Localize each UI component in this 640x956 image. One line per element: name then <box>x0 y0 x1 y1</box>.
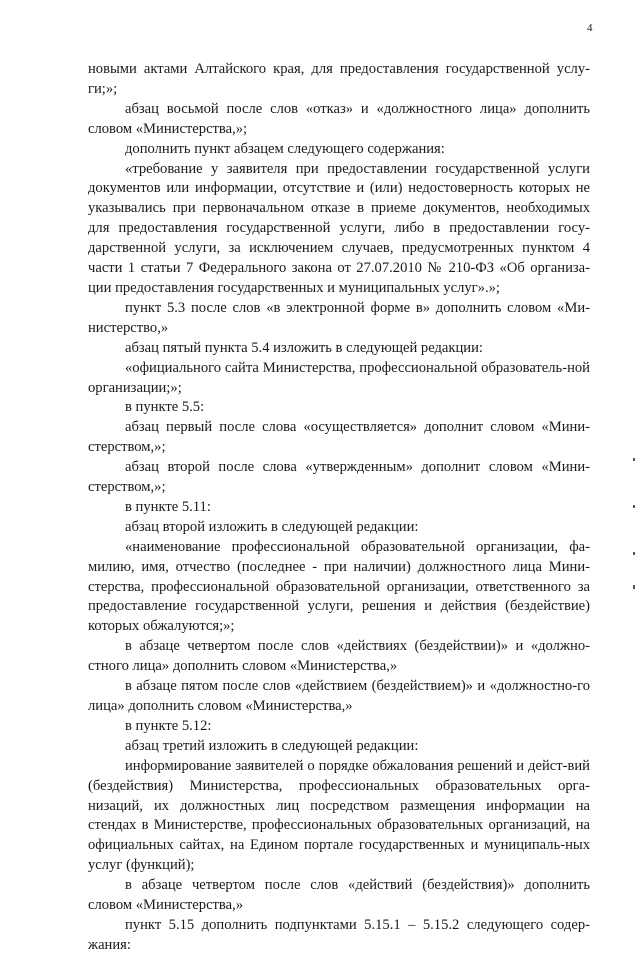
page-number: 4 <box>587 22 593 34</box>
scan-margin-mark <box>633 505 635 508</box>
paragraph: абзац первый после слова «осуществляется» дополнит словом «Мини-стерством,»; <box>88 419 590 456</box>
paragraph: в абзаце четвертом после слов «действий (бездействия)» дополнить словом «Министерства,» <box>88 877 590 914</box>
paragraph: пункт 5.3 после слов «в электронной форме в» дополнить словом «Ми-нистерство,» <box>88 299 590 336</box>
paragraph: в абзаце четвертом после слов «действиях (бездействии)» и «должно-стного лица» дополнить словом «Министерства,» <box>88 638 590 675</box>
paragraph: «наименование профессиональной образовательной организации, фа-милию, имя, отчество (последнее - при наличии) должностного лица Мини-стерства, профессиональной образовательной организации, ответственного за предоставление государственной услуги, решения и действия (бездействие) которых обжалуются;»; <box>88 538 590 635</box>
paragraph: в пункте 5.12: <box>125 717 212 734</box>
paragraph: дополнить пункт абзацем следующего содержания: <box>125 140 445 157</box>
paragraph: в пункте 5.11: <box>125 498 211 515</box>
paragraph: в абзаце пятом после слов «действием (бездействием)» и «должностно-го лица» дополнить словом «Министерства,» <box>88 678 590 714</box>
paragraph: абзац второй после слова «утвержденным» дополнит словом «Мини-стерством,»; <box>88 459 590 496</box>
paragraph: в пункте 5.5: <box>125 399 205 416</box>
paragraph: абзац восьмой после слов «отказ» и «должностного лица» дополнить словом «Министерства,»; <box>88 100 590 137</box>
paragraph: «требование у заявителя при предоставлении государственной услуги документов или информации, отсутствие и (или) недостоверность которых не указывались при первоначальном отказе в приеме документов, необходимых для предоставления государственной услуги, либо в предоставлении госу-дарственной услуги, за исключением случаев, предусмотренных пунктом 4 части 1 статьи 7 Федерального закона от 27.07.2010 № 210-ФЗ «Об организа-ции предоставления государственных и муниципальных услуг».»; <box>88 160 590 296</box>
paragraph: пункт 5.15 дополнить подпунктами 5.15.1 – 5.15.2 следующего содер-жания: <box>88 916 590 953</box>
scan-margin-mark <box>633 585 635 589</box>
paragraph: абзац пятый пункта 5.4 изложить в следующей редакции: <box>125 339 483 356</box>
paragraph: абзац второй изложить в следующей редакции: <box>125 518 419 535</box>
paragraph: новыми актами Алтайского края, для предоставления государственной услу-ги;»; <box>88 61 590 97</box>
scan-margin-mark <box>633 552 635 555</box>
paragraph: «официального сайта Министерства, профессиональной образователь-ной организации;»; <box>88 359 590 396</box>
document-body <box>88 60 590 956</box>
scan-margin-mark <box>633 458 635 461</box>
paragraph: абзац третий изложить в следующей редакции: <box>125 737 419 754</box>
paragraph: информирование заявителей о порядке обжалования решений и дейст-вий (бездействия) Министерства, профессиональных образовательных орга-низаций, их должностных лиц посредством размещения информации на стендах в Министерстве, профессиональных образовательных организаций, на официальных сайтах, на Едином портале государственных и муниципаль-ных услуг (функций); <box>88 757 590 874</box>
